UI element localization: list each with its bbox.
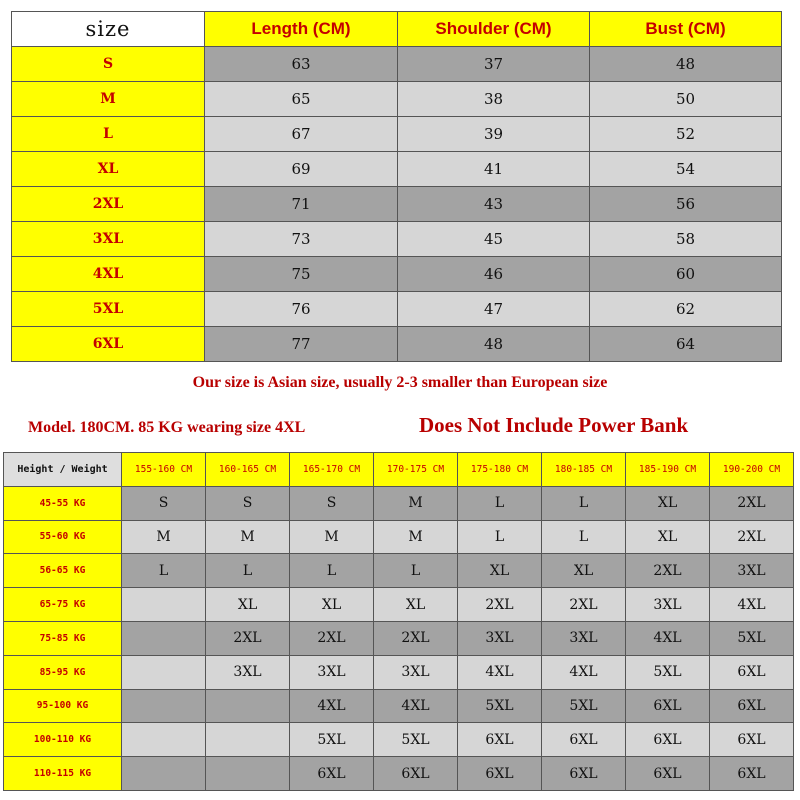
shoulder-value: 46 — [398, 257, 590, 292]
size-cell — [122, 723, 206, 757]
height-header: 165-170 CM — [290, 453, 374, 487]
table-row — [4, 588, 794, 622]
size-cell: 2XL — [626, 554, 710, 588]
size-cell: M — [122, 520, 206, 554]
weight-label: 56-65 KG — [4, 554, 122, 588]
size-cell: 3XL — [458, 621, 542, 655]
table-row — [4, 723, 794, 757]
size-label: L — [12, 117, 205, 152]
size-cell — [122, 757, 206, 791]
fit-chart-corner: Height / Weight — [4, 453, 122, 487]
size-cell: 6XL — [290, 757, 374, 791]
size-cell: XL — [626, 486, 710, 520]
size-chart-corner: size — [12, 12, 205, 47]
length-value: 77 — [205, 327, 398, 362]
bust-value: 64 — [590, 327, 782, 362]
height-header: 160-165 CM — [206, 453, 290, 487]
size-cell: 5XL — [626, 655, 710, 689]
length-value: 69 — [205, 152, 398, 187]
fit-chart-table — [3, 452, 794, 791]
shoulder-value: 37 — [398, 47, 590, 82]
table-row — [12, 327, 782, 362]
size-cell: 4XL — [626, 621, 710, 655]
weight-label: 55-60 KG — [4, 520, 122, 554]
size-cell: M — [290, 520, 374, 554]
size-cell: XL — [542, 554, 626, 588]
size-cell: L — [542, 520, 626, 554]
size-cell: XL — [374, 588, 458, 622]
size-cell: 3XL — [290, 655, 374, 689]
length-value: 63 — [205, 47, 398, 82]
length-header: Length (CM) — [205, 12, 398, 47]
length-value: 76 — [205, 292, 398, 327]
size-cell: L — [374, 554, 458, 588]
bust-value: 48 — [590, 47, 782, 82]
size-cell: L — [458, 520, 542, 554]
size-cell: 6XL — [710, 723, 794, 757]
size-cell — [206, 723, 290, 757]
weight-label: 95-100 KG — [4, 689, 122, 723]
table-row — [4, 486, 794, 520]
size-cell — [206, 757, 290, 791]
length-value: 67 — [205, 117, 398, 152]
size-cell — [122, 689, 206, 723]
table-row — [12, 117, 782, 152]
size-cell: 4XL — [710, 588, 794, 622]
size-cell: XL — [458, 554, 542, 588]
bust-value: 58 — [590, 222, 782, 257]
length-value: 71 — [205, 187, 398, 222]
shoulder-value: 48 — [398, 327, 590, 362]
size-label: M — [12, 82, 205, 117]
size-cell — [122, 621, 206, 655]
size-cell: M — [374, 486, 458, 520]
size-cell: XL — [206, 588, 290, 622]
size-cell: 4XL — [542, 655, 626, 689]
size-label: S — [12, 47, 205, 82]
length-value: 65 — [205, 82, 398, 117]
asian-size-note: Our size is Asian size, usually 2-3 smaller than European size — [192, 374, 608, 391]
weight-label: 45-55 KG — [4, 486, 122, 520]
length-value: 75 — [205, 257, 398, 292]
size-cell: S — [122, 486, 206, 520]
size-cell: M — [206, 520, 290, 554]
table-row — [12, 187, 782, 222]
shoulder-value: 38 — [398, 82, 590, 117]
size-cell: 3XL — [710, 554, 794, 588]
size-chart-table — [11, 11, 782, 362]
table-row — [12, 82, 782, 117]
bust-value: 50 — [590, 82, 782, 117]
weight-label: 75-85 KG — [4, 621, 122, 655]
size-cell: 2XL — [542, 588, 626, 622]
size-cell: 3XL — [374, 655, 458, 689]
bust-header: Bust (CM) — [590, 12, 782, 47]
size-cell: S — [290, 486, 374, 520]
height-header: 175-180 CM — [458, 453, 542, 487]
bust-value: 56 — [590, 187, 782, 222]
size-cell: XL — [626, 520, 710, 554]
size-cell: S — [206, 486, 290, 520]
table-row — [4, 655, 794, 689]
bust-value: 52 — [590, 117, 782, 152]
size-cell: 6XL — [710, 689, 794, 723]
size-cell: 6XL — [710, 655, 794, 689]
size-cell: 2XL — [290, 621, 374, 655]
table-row — [12, 222, 782, 257]
size-cell: XL — [290, 588, 374, 622]
size-cell: 6XL — [458, 723, 542, 757]
size-cell: 6XL — [710, 757, 794, 791]
height-header: 180-185 CM — [542, 453, 626, 487]
size-cell: 5XL — [542, 689, 626, 723]
size-label: 6XL — [12, 327, 205, 362]
size-cell — [122, 655, 206, 689]
size-cell: 6XL — [374, 757, 458, 791]
size-label: 4XL — [12, 257, 205, 292]
size-cell: 2XL — [206, 621, 290, 655]
size-label: 3XL — [12, 222, 205, 257]
table-row — [4, 689, 794, 723]
fit-chart-header-row — [4, 453, 794, 487]
bust-value: 62 — [590, 292, 782, 327]
table-row — [4, 554, 794, 588]
size-cell: 6XL — [458, 757, 542, 791]
size-cell: 3XL — [542, 621, 626, 655]
size-cell: L — [542, 486, 626, 520]
weight-label: 85-95 KG — [4, 655, 122, 689]
size-cell: 2XL — [710, 520, 794, 554]
size-cell: 6XL — [626, 757, 710, 791]
table-row — [4, 520, 794, 554]
size-cell: 6XL — [542, 723, 626, 757]
weight-label: 100-110 KG — [4, 723, 122, 757]
table-row — [12, 47, 782, 82]
size-cell: 5XL — [374, 723, 458, 757]
size-label: 2XL — [12, 187, 205, 222]
size-cell: 5XL — [290, 723, 374, 757]
table-row — [12, 257, 782, 292]
size-cell: L — [206, 554, 290, 588]
table-row — [4, 621, 794, 655]
size-cell: 2XL — [710, 486, 794, 520]
power-bank-note: Does Not Include Power Bank — [419, 413, 689, 437]
size-label: XL — [12, 152, 205, 187]
shoulder-value: 47 — [398, 292, 590, 327]
size-cell — [122, 588, 206, 622]
table-row — [4, 757, 794, 791]
shoulder-value: 43 — [398, 187, 590, 222]
height-header: 170-175 CM — [374, 453, 458, 487]
size-cell — [206, 689, 290, 723]
size-chart-header-row — [12, 12, 782, 47]
size-cell: 3XL — [206, 655, 290, 689]
size-cell: 6XL — [542, 757, 626, 791]
size-cell: 2XL — [374, 621, 458, 655]
size-cell: 6XL — [626, 723, 710, 757]
size-cell: 5XL — [458, 689, 542, 723]
shoulder-value: 45 — [398, 222, 590, 257]
size-cell: 4XL — [374, 689, 458, 723]
size-cell: 4XL — [290, 689, 374, 723]
weight-label: 65-75 KG — [4, 588, 122, 622]
bust-value: 60 — [590, 257, 782, 292]
height-header: 190-200 CM — [710, 453, 794, 487]
length-value: 73 — [205, 222, 398, 257]
size-label: 5XL — [12, 292, 205, 327]
size-cell: 2XL — [458, 588, 542, 622]
size-cell: L — [458, 486, 542, 520]
height-header: 155-160 CM — [122, 453, 206, 487]
size-cell: 4XL — [458, 655, 542, 689]
size-cell: M — [374, 520, 458, 554]
size-cell: 3XL — [626, 588, 710, 622]
shoulder-header: Shoulder (CM) — [398, 12, 590, 47]
size-cell: L — [122, 554, 206, 588]
size-cell: 5XL — [710, 621, 794, 655]
shoulder-value: 39 — [398, 117, 590, 152]
size-cell: 6XL — [626, 689, 710, 723]
weight-label: 110-115 KG — [4, 757, 122, 791]
height-header: 185-190 CM — [626, 453, 710, 487]
shoulder-value: 41 — [398, 152, 590, 187]
model-note: Model. 180CM. 85 KG wearing size 4XL — [28, 419, 306, 436]
size-cell: L — [290, 554, 374, 588]
table-row — [12, 152, 782, 187]
table-row — [12, 292, 782, 327]
bust-value: 54 — [590, 152, 782, 187]
